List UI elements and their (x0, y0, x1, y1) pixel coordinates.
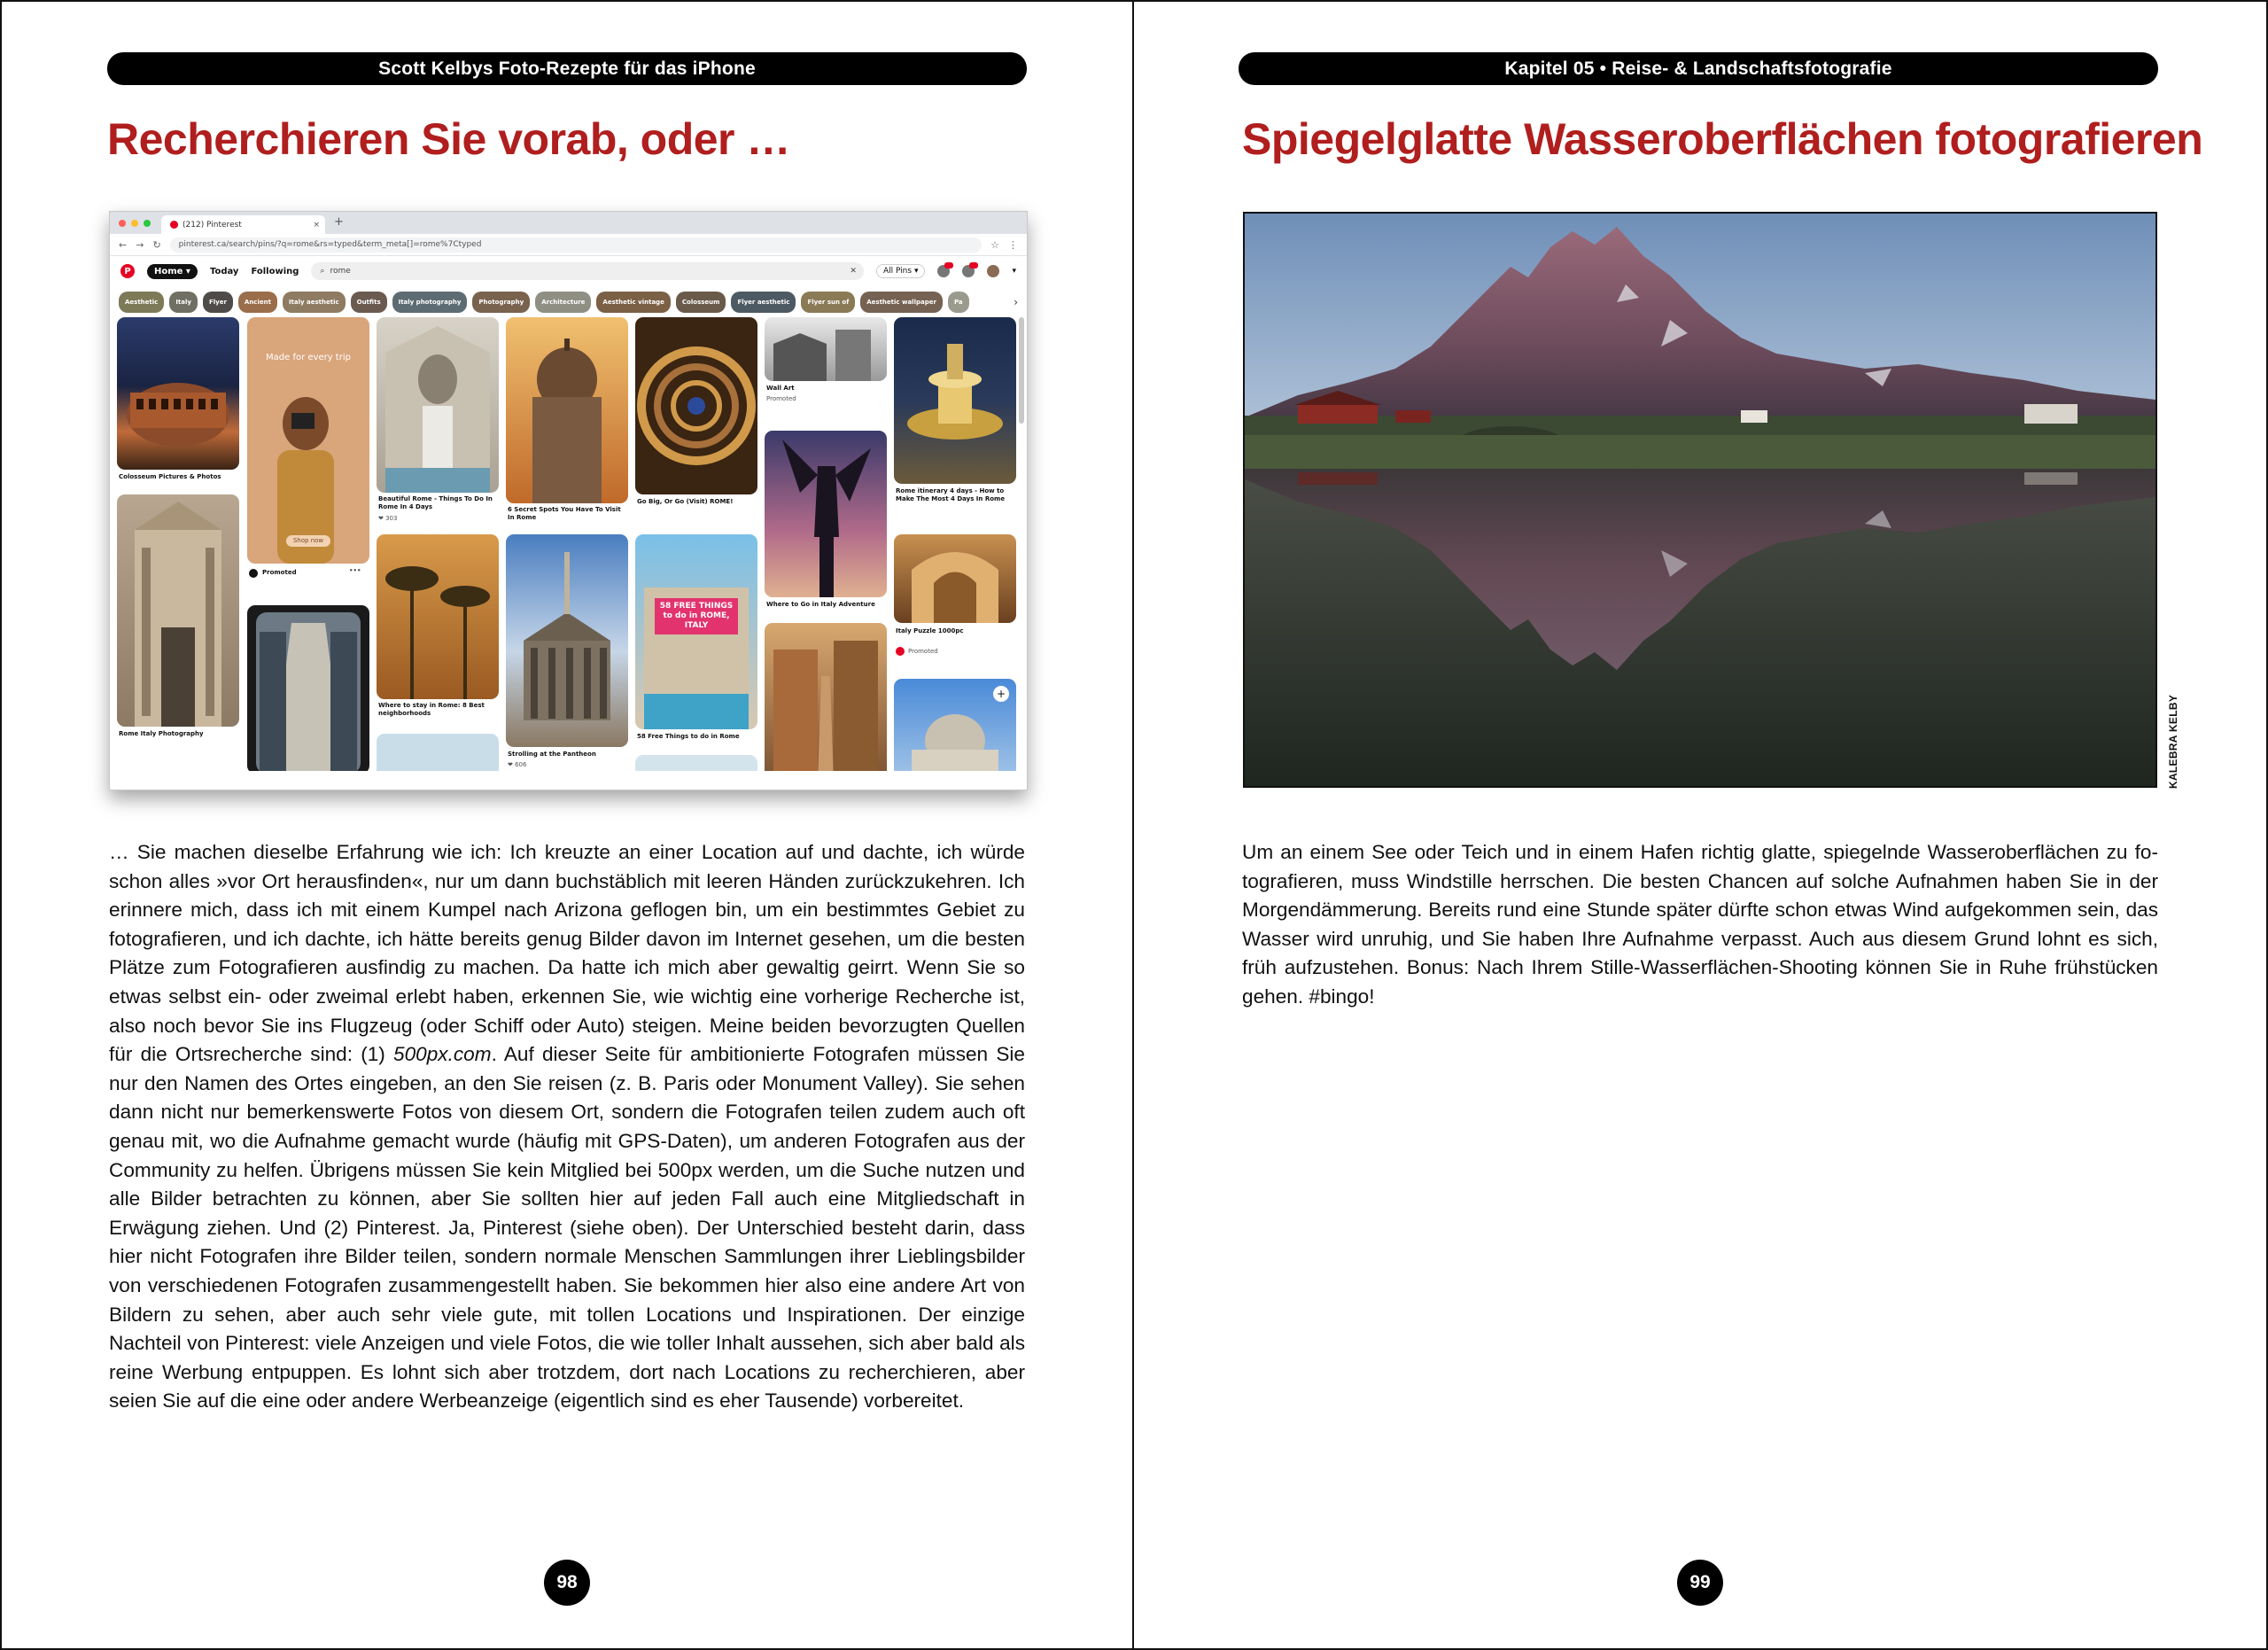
maximize-window-icon[interactable] (144, 220, 151, 227)
right-body-text: Um an einem See oder Teich und in einem Hafen richtig glatte, spiegelnde Wasseroberflächen zu fotografieren, muss Windstille herrschen. Die besten Chancen auf solche Aufnahmen haben Sie in der Morgendämmerung. Bereits rund eine Stunde später dürfte schon etwas Wind aufgekommen sein, das Wasser wird unruhig, und Sie haben Ihre Aufnahme verpasst. Auch aus diesem Grund lohnt es sich, früh aufzustehen. Bonus: Nach Ihrem Stille-Wasserflächen-Shooting können Sie in Ruhe frühstücken gehen. #bingo! (1242, 841, 2158, 1008)
scrollbar[interactable] (1019, 317, 1024, 424)
pin-basilica-dome[interactable] (506, 317, 628, 503)
pin-grid (110, 317, 1027, 771)
pin-caption: Where to Go in Italy Adventure (766, 601, 875, 608)
pin-church-facade[interactable] (117, 494, 239, 727)
search-chip[interactable]: Italy photography (392, 292, 468, 313)
left-body-text: … Sie machen dieselbe Erfahrung wie ich: Ich kreuzte an einer Location auf und dachte, ich würde schon alles »vor Ort herausfinden«, nur um dann buchstäblich mit leeren Händen zurückzukehren. Ich erinnere mich, dass ich mit einem Kumpel nach Arizona geflogen bin, um ein bestimmtes Gebiet zu fotografieren, und ich dachte, ich hätte bereits genug Bilder davon im Internet gesehen, um die besten Plätze zum Fotografieren ausfindig zu machen. Da hatte ich mich aber gewaltig geirrt. Wenn Sie so etwas selbst ein- oder zweimal erlebt haben, erkennen Sie, wie wichtig eine vorherige Recherche ist, also noch bevor Sie ins Flugzeug (oder Schiff oder Auto) steigen. Meine beiden bevorzugten Quellen für die Ortsrecherche sind: (1) 500px.com. Auf dieser Seite für ambitionierte Fotografen müssen Sie nur den Namen des Ortes eingeben, an den Sie reisen (z. B. Paris oder Monument Valley). Sie sehen dann nicht nur bemerkenswerte Fotos von diesem Ort, sondern die Fotografen teilen zudem auch oft genau mit, wo die Aufnahme gemacht wurde (häufig mit GPS-Daten), um anderen Fotografen aus der Community zu helfen. Übrigens müssen Sie kein Mitglied bei 500px werden, um die Suche nutzen und alle Bilder betrachten zu können, aber Sie sollten hier auf jeden Fall auch eine Mitgliedschaft in Erwägung ziehen. Und (2) Pinterest. Ja, Pinterest (siehe oben). Der Unterschied besteht darin, dass hier nicht Fotografen ihre Bilder teilen, sondern normale Menschen Sammlungen ihrer Lieblingsbilder von verschiedenen Fotografen zusammengestellt haben. Sie bekommen hier also eine andere Art von Bildern zu sehen, aber auch sehr viele gute, mit tollen Locations und Inspirationen. Der einzige Nachteil von Pinterest: viele Anzeigen und viele Fotos, die wie toller Inhalt aussehen, sich aber bald als reine Werbung entpuppen. Es lohnt sich aber trotzdem, dort nach Locations zu recherchieren, aber seien Sie auf die eine oder andere Werbeanzeige (eigentlich sind es eher Tausende) vorbereitet. (109, 841, 1025, 1413)
pin-pine-trees[interactable] (377, 534, 499, 699)
pin-caption: Go Big, Or Go (Visit) ROME! (637, 498, 734, 505)
pin-st-peters[interactable] (894, 679, 1016, 771)
search-chip[interactable]: Aesthetic (119, 292, 164, 313)
address-bar (110, 234, 1027, 256)
search-value: rome (330, 267, 351, 276)
pin-church-interior[interactable] (894, 534, 1016, 623)
search-chip[interactable]: Pa (948, 292, 969, 313)
pin-caption: Italy Puzzle 1000pc (896, 627, 964, 634)
pin-wall-art[interactable] (765, 317, 887, 381)
add-icon[interactable]: + (993, 686, 1009, 702)
search-chip[interactable]: Italy (169, 292, 198, 313)
search-chip[interactable]: Photography (472, 292, 530, 313)
advertiser-avatar[interactable] (896, 647, 905, 656)
search-chip[interactable]: Colosseum (676, 292, 726, 313)
pin-partial[interactable] (635, 755, 757, 771)
search-chip[interactable]: Flyer (203, 292, 233, 313)
url-input[interactable]: pinterest.ca/search/pins/?q=rome&rs=typed&term_meta[]=rome%7Ctyped (170, 237, 982, 253)
book-spine (1132, 0, 1134, 1650)
search-chip[interactable]: Outfits (351, 292, 387, 313)
search-chip[interactable]: Aesthetic wallpaper (860, 292, 943, 313)
browser-tabstrip (110, 212, 1027, 234)
pin-partial[interactable] (377, 734, 499, 771)
pin-night-fountain[interactable] (894, 317, 1016, 484)
nav-home[interactable]: Home ▾ (147, 264, 198, 279)
pinterest-logo-icon[interactable]: P (120, 264, 135, 278)
pinterest-search[interactable] (311, 262, 864, 280)
ad-shop-button[interactable]: Shop now (286, 535, 330, 547)
notifications-icon[interactable] (937, 265, 950, 277)
search-chip[interactable]: Italy aesthetic (283, 292, 346, 313)
profile-avatar[interactable] (987, 265, 999, 277)
pinterest-nav (110, 256, 1027, 286)
ad-headline: Made for every trip (266, 353, 351, 362)
pin-rome-street[interactable] (765, 623, 887, 771)
pinterest-screenshot (109, 211, 1028, 790)
reload-icon[interactable]: ↻ (152, 238, 161, 251)
pin-caption: 58 Free Things to do in Rome (637, 733, 740, 740)
right-page-title: Spiegelglatte Wasseroberflächen fotografieren (1242, 114, 2203, 164)
pin-caption: Strolling at the Pantheon (508, 751, 596, 758)
pin-trevi-free-things[interactable] (635, 534, 757, 729)
pin-caption: Wall Art (766, 385, 795, 392)
pin-angel-statue[interactable] (765, 431, 887, 597)
all-pins-dropdown[interactable]: All Pins ▾ (876, 264, 926, 278)
left-page-title: Recherchieren Sie vorab, oder … (107, 114, 790, 164)
pin-caption: Rome Italy Photography (119, 730, 204, 737)
messages-icon[interactable] (962, 265, 975, 277)
mountain-lake-reflection-photo (1243, 212, 2157, 788)
pin-caption: Beautiful Rome - Things To Do In Rome In 4 Days (378, 495, 493, 510)
browser-tab[interactable] (161, 215, 325, 234)
promoted-label: Promoted (766, 395, 796, 402)
pin-reaction-count: ❤ 606 (508, 761, 527, 768)
pin-caption: Rome itinerary 4 days - How to Make The Most 4 Days In Rome (896, 487, 1006, 502)
search-chip[interactable]: Architecture (535, 292, 591, 313)
promoted-label: Promoted (262, 569, 297, 576)
new-tab-icon[interactable]: + (334, 215, 344, 229)
clear-search-icon[interactable]: ✕ (850, 267, 857, 276)
advertiser-avatar[interactable] (249, 569, 258, 578)
pin-phone-street[interactable] (247, 605, 369, 771)
pin-trevi-fountain[interactable] (377, 317, 499, 493)
right-running-header: Kapitel 05 • Reise- & Landschaftsfotografie (1239, 52, 2158, 85)
free-things-sign: 58 FREE THINGS to do in ROME, ITALY (655, 598, 738, 634)
right-page-number: 99 (1677, 1560, 1723, 1606)
pin-pantheon[interactable] (506, 534, 628, 747)
nav-following[interactable]: Following (251, 266, 299, 276)
account-chevron-icon[interactable]: ▾ (1012, 267, 1016, 276)
search-chip[interactable]: Aesthetic vintage (596, 292, 671, 313)
pin-ad-traveler[interactable] (247, 317, 369, 564)
search-chip[interactable]: Ancient (238, 292, 277, 313)
pinterest-favicon-icon (170, 221, 178, 229)
tab-title: (212) Pinterest (183, 220, 242, 230)
pin-reaction-count: ❤ 303 (378, 515, 398, 522)
left-running-header: Scott Kelbys Foto-Rezepte für das iPhone (107, 52, 1027, 85)
more-options-icon[interactable]: ••• (349, 567, 361, 574)
photo-credit: KALEBRA KELBY (2167, 694, 2179, 789)
tab-close-icon[interactable]: × (313, 220, 320, 230)
nav-today[interactable]: Today (209, 266, 239, 276)
browser-menu-icon[interactable]: ⋮ (1008, 238, 1018, 251)
promoted-label: Promoted (908, 648, 938, 655)
search-chip[interactable]: Flyer sun of (801, 292, 855, 313)
search-chip[interactable]: Flyer aesthetic (731, 292, 796, 313)
search-icon: ⌕ (320, 267, 325, 276)
chip-scroll-right-icon[interactable]: › (1014, 295, 1018, 308)
forward-icon[interactable]: → (136, 238, 144, 251)
close-window-icon[interactable] (119, 220, 126, 227)
pin-spiral-stairs[interactable] (635, 317, 757, 494)
back-icon[interactable]: ← (119, 238, 128, 251)
bookmark-star-icon[interactable]: ☆ (990, 238, 999, 251)
left-page-number: 98 (544, 1560, 590, 1606)
minimize-window-icon[interactable] (131, 220, 138, 227)
pin-caption: 6 Secret Spots You Have To Visit In Rome (508, 506, 621, 521)
pin-colosseum[interactable] (117, 317, 239, 470)
pin-caption: Where to stay in Rome: 8 Best neighborhoods (378, 702, 485, 717)
pin-caption: Colosseum Pictures & Photos (119, 473, 221, 480)
search-chips (110, 286, 1027, 317)
